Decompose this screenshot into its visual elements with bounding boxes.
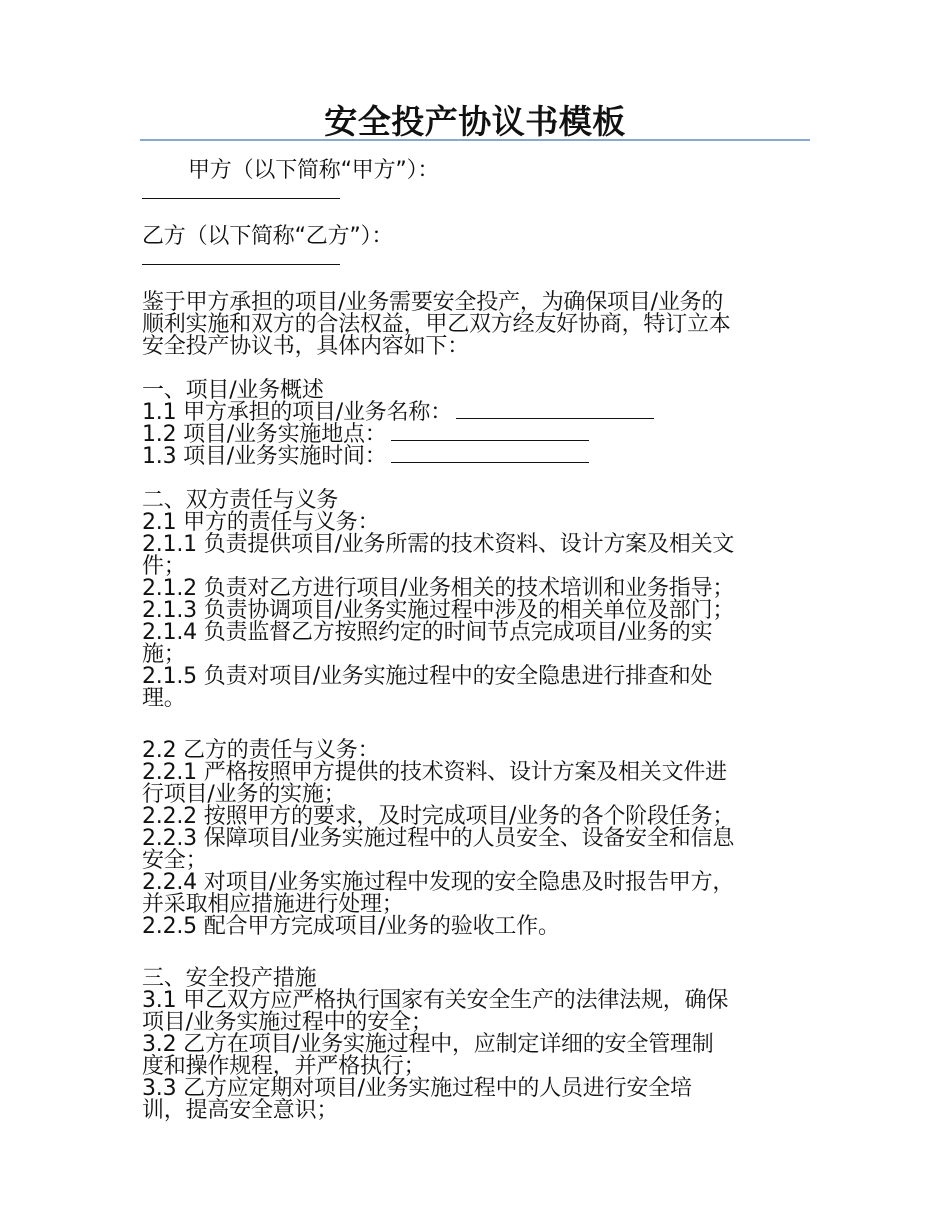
clause-line: 2.2.5 配合甲方完成项目/业务的验收工作。 <box>142 914 560 939</box>
intro-line: 安全投产协议书，具体内容如下： <box>142 334 470 359</box>
project-time-row <box>142 446 814 468</box>
project-time-blank <box>391 447 589 463</box>
project-name-label: 1.1 甲方承担的项目/业务名称： <box>142 400 452 425</box>
intro-line: 顺利实施和双方的合法权益，甲乙双方经友好协商，特订立本 <box>142 312 731 337</box>
title-underline <box>140 139 810 141</box>
clause-line: 2.2.4 对项目/业务实施过程中发现的安全隐患及时报告甲方， <box>142 870 735 895</box>
project-name-blank <box>456 403 654 419</box>
clause-line: 项目/业务实施过程中的安全； <box>142 1010 433 1035</box>
clause-line: 3.3 乙方应定期对项目/业务实施过程中的人员进行安全培 <box>142 1076 692 1101</box>
clause-line: 行项目/业务的实施； <box>142 782 346 807</box>
clause-line: 安全； <box>142 848 208 873</box>
clause-line: 3.1 甲乙双方应严格执行国家有关安全生产的法律法规，确保 <box>142 988 729 1013</box>
section-2-heading: 二、双方责任与义务 <box>142 488 339 513</box>
clause-line: 理。 <box>142 686 186 711</box>
party-a-blank <box>142 182 814 204</box>
clause-line: 度和操作规程，并严格执行； <box>142 1054 426 1079</box>
document-title: 安全投产协议书模板 <box>324 102 626 141</box>
party-b-duties-heading: 2.2 乙方的责任与义务： <box>142 738 380 763</box>
clause-line: 件； <box>142 554 186 579</box>
party-b-label: 乙方（以下简称“乙方”）： <box>142 224 394 249</box>
clause-line: 施； <box>142 642 186 667</box>
clause-line: 2.1.1 负责提供项目/业务所需的技术资料、设计方案及相关文 <box>142 532 735 557</box>
party-a-duties-heading: 2.1 甲方的责任与义务： <box>142 510 380 535</box>
clause-line: 2.2.1 严格按照甲方提供的技术资料、设计方案及相关文件进 <box>142 760 727 785</box>
project-time-label: 1.3 项目/业务实施时间： <box>142 444 387 469</box>
clause-line: 2.1.3 负责协调项目/业务实施过程中涉及的相关单位及部门； <box>142 598 735 623</box>
party-a-label: 甲方（以下简称“甲方”）： <box>188 158 440 183</box>
clause-line: 2.1.4 负责监督乙方按照约定的时间节点完成项目/业务的实 <box>142 620 713 645</box>
clause-line: 并采取相应措施进行处理； <box>142 892 404 917</box>
project-name-row <box>142 402 814 424</box>
project-location-label: 1.2 项目/业务实施地点： <box>142 422 387 447</box>
section-1-heading: 一、项目/业务概述 <box>142 378 324 403</box>
project-location-row <box>142 424 814 446</box>
project-location-blank <box>391 425 589 441</box>
clause-line: 2.2.2 按照甲方的要求，及时完成项目/业务的各个阶段任务； <box>142 804 735 829</box>
party-b-blank <box>142 248 814 270</box>
clause-line: 2.1.2 负责对乙方进行项目/业务相关的技术培训和业务指导； <box>142 576 735 601</box>
clause-line: 2.1.5 负责对项目/业务实施过程中的安全隐患进行排查和处 <box>142 664 713 689</box>
clause-line: 3.2 乙方在项目/业务实施过程中，应制定详细的安全管理制 <box>142 1032 714 1057</box>
document-body <box>142 160 814 1122</box>
intro-line: 鉴于甲方承担的项目/业务需要安全投产，为确保项目/业务的 <box>142 290 724 315</box>
clause-line: 训，提高安全意识； <box>142 1098 339 1123</box>
section-3-heading: 三、安全投产措施 <box>142 966 317 991</box>
clause-line: 2.2.3 保障项目/业务实施过程中的人员安全、设备安全和信息 <box>142 826 735 851</box>
